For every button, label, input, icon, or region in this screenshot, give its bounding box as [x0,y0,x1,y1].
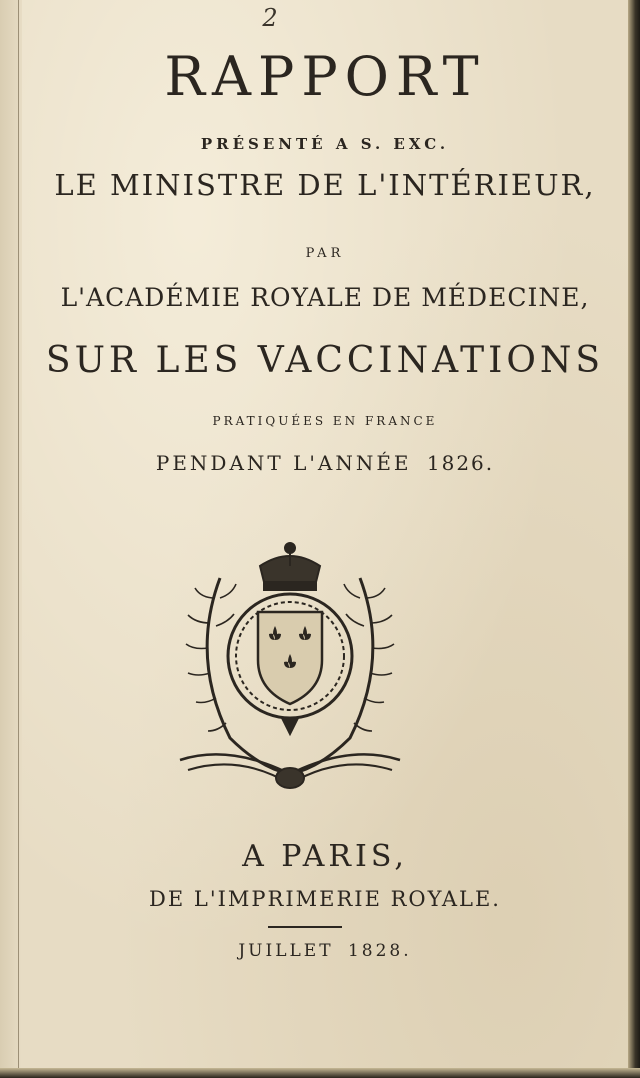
divider-rule [268,926,342,928]
academy-line: L'ACADÉMIE ROYALE DE MÉDECINE, [60,283,590,312]
minister-line: LE MINISTRE DE L'INTÉRIEUR, [54,168,596,202]
royal-arms-fleur-de-lis-icon [160,538,420,798]
date-year: 1828. [347,941,412,961]
binding-line [18,0,19,1078]
page-right-edge-shadow [628,0,640,1078]
during-text: PENDANT L'ANNÉE [155,451,412,475]
year-text: 1826. [426,451,495,475]
page-bottom-edge-shadow [0,1068,640,1078]
printer-line: DE L'IMPRIMERIE ROYALE. [149,887,501,911]
by-line: PAR [305,246,345,261]
year-line [22,453,628,473]
practiced-in-line: PRATIQUÉES EN FRANCE [212,414,438,428]
subject-line: SUR LES VACCINATIONS [45,340,605,381]
city-line: A PARIS, [242,839,408,874]
document-title: RAPPORT [164,45,486,108]
date-month: JUILLET [238,941,334,961]
presented-to-line: PRÉSENTÉ A S. EXC. [200,135,450,153]
publication-date [22,943,628,960]
handwritten-shelf-mark: 2 [262,4,278,32]
